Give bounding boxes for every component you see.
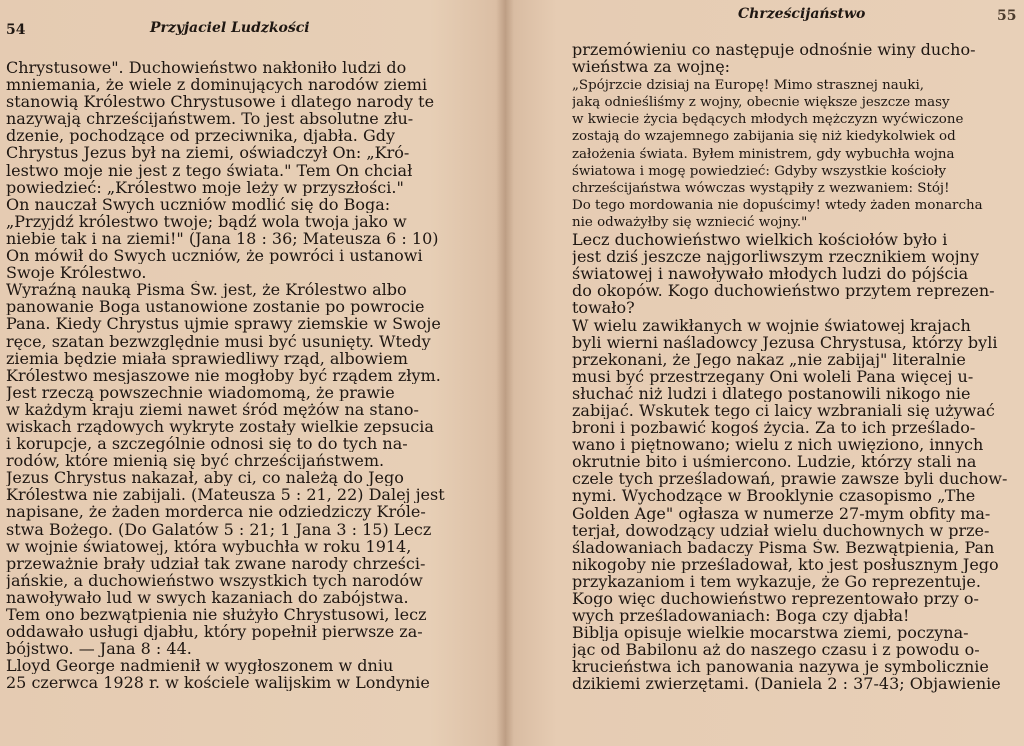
text-line: zabijać. Wskutek tego ci laicy wzbraniali się używać	[572, 401, 995, 420]
text-line: i korupcje, a szczególnie odnosi się to do tych na-	[6, 435, 408, 453]
left-page-text	[6, 59, 449, 691]
main-text	[572, 231, 1019, 693]
text-line: Biblja opisuje wielkie mocarstwa ziemi, poczyna-	[572, 624, 969, 642]
text-line: Swoje Królestwo.	[6, 264, 147, 282]
text-line: stanowią Królestwo Chrystusowe i dlatego narody te	[6, 93, 435, 111]
text-line: czele tych prześladowań, prawie zawsze byli duchow-	[572, 470, 1008, 488]
text-line: mniemania, że wiele z dominujących narodów ziemi	[6, 76, 428, 94]
text-line: powiedzieć: „Królestwo moje leży w przyszłości."	[6, 178, 404, 196]
text-line: towało?	[572, 299, 635, 317]
text-line: światowej i nawoływało młodych ludzi do pójścia	[572, 265, 969, 283]
text-line: jąc od Babilonu aż do naszego czasu i z powodu o-	[572, 641, 980, 659]
text-line: Kogo więc duchowieństwo reprezentowało przy o-	[572, 590, 979, 608]
text-line: do okopów. Kogo duchowieństwo przytem reprezen-	[572, 282, 995, 300]
text-line: „Spójrzcie dzisiaj na Europę! Mimo strasznej nauki,	[572, 78, 925, 94]
text-line: przykazaniom i tem wykazuje, że Go reprezentuje.	[572, 572, 981, 590]
text-line: słuchać niż ludzi i dlatego postanowili nikogo nie	[572, 384, 971, 402]
text-line: Królestwa nie zabijali. (Mateusza 5 : 21, 22) Dalej jest	[6, 486, 445, 504]
text-line: Pana. Kiedy Chrystus ujmie sprawy ziemskie w Swoje	[6, 315, 441, 333]
text-line: wano i piętnowano; wielu z nich uwięziono, innych	[572, 436, 984, 454]
text-line: w kwiecie życia będących młodych mężczyzn wyćwiczone	[572, 112, 964, 128]
text-line: nazywają chrześcijaństwem. To jest absolutne złu-	[6, 110, 414, 128]
text-line: jańskie, a duchowieństwo wszystkich tych narodów	[6, 571, 423, 589]
text-line: okrutnie bito i uśmiercono. Ludzie, którzy stali na	[572, 453, 977, 471]
text-line: bójstwo. — Jana 8 : 44.	[6, 640, 192, 658]
text-line: Golden Age" ogłasza w numerze 27-mym obfity ma-	[572, 504, 991, 522]
text-line: w wojnie światowej, która wybuchła w roku 1914,	[6, 537, 412, 555]
running-title: Przyjaciel Ludzkości	[150, 20, 310, 36]
text-line: rodów, które mienią się być chrześcijaństwem.	[6, 452, 385, 470]
text-line: jest dziś jeszcze najgorliwszym rzecznikiem wojny	[572, 248, 979, 266]
right-page	[505, 0, 1024, 746]
intro-text	[572, 41, 1019, 75]
text-line: wieństwa za wojnę:	[572, 58, 731, 76]
text-line: chrześcijaństwa wówczas wystąpiły z wezwaniem: Stój!	[572, 180, 950, 196]
text-line: On nauczał Swych uczniów modlić się do Boga:	[6, 195, 391, 213]
text-line: dzikiemi zwierzętami. (Daniela 2 : 37-43; Objawienie	[572, 675, 1001, 693]
text-line: Chrystus Jezus był na ziemi, oświadczył On: „Kró-	[6, 144, 410, 162]
text-line: zostają do wzajemnego zabijania się niż kiedykolwiek od	[572, 129, 956, 145]
text-line: przeważnie brały udział tak zwane narody chrześci-	[6, 554, 426, 572]
left-page	[0, 0, 505, 746]
page-number: 55	[997, 8, 1017, 24]
text-line: byli wierni naśladowcy Jezusa Chrystusa, którzy byli	[572, 333, 998, 351]
text-line: W wielu zawikłanych w wojnie światowej krajach	[572, 316, 971, 334]
right-page-text	[572, 41, 1019, 693]
text-line: Lecz duchowieństwo wielkich kościołów było i	[572, 231, 948, 249]
text-line: przemówieniu co następuje odnośnie winy ducho-	[572, 41, 976, 59]
text-line: panowanie Boga ustanowione zostanie po powrocie	[6, 298, 425, 316]
text-line: Do tego mordowania nie dopuścimy! wtedy żaden monarcha	[572, 197, 983, 213]
text-line: wiskach rządowych wykryte zostały wielkie zepsucia	[6, 417, 434, 436]
text-line: ziemia będzie miała sprawiedliwy rząd, albowiem	[6, 349, 408, 367]
text-line: Chrystusowe". Duchowieństwo nakłoniło ludzi do	[6, 59, 407, 77]
text-line: wych prześladowaniach: Boga czy djabła!	[572, 607, 910, 625]
running-title: Chrześcijaństwo	[738, 6, 866, 22]
text-line: dzenie, pochodzące od przeciwnika, djabła. Gdy	[6, 127, 395, 145]
text-line: broni i pozbawić kogoś życia. Za to ich prześlado-	[572, 419, 976, 437]
text-line: lestwo moje nie jest z tego świata." Tem On chciał	[6, 161, 413, 179]
text-line: „Przyjdź królestwo twoje; bądź wola twoja jako w	[6, 212, 407, 230]
text-line: 25 czerwca 1928 r. w kościele walijskim w Londynie	[6, 674, 430, 692]
text-line: niebie tak i na ziemi!" (Jana 18 : 36; Mateusza 6 : 10)	[6, 229, 439, 248]
text-line: nie odważyłby się wzniecić wojny."	[572, 214, 808, 230]
text-line: śladowaniach badaczy Pisma Św. Bezwątpienia, Pan	[572, 538, 995, 556]
text-line: Lloyd George nadmienił w wygłoszonem w dniu	[6, 657, 394, 675]
text-line: Jezus Chrystus nakazał, aby ci, co należą do Jego	[6, 469, 404, 487]
text-line: założenia świata. Byłem ministrem, gdy wybuchła wojna	[572, 146, 955, 162]
text-line: napisane, że żaden morderca nie odziedziczy Króle-	[6, 503, 426, 521]
text-line: terjał, dowodzący udział wielu duchownych w prze-	[572, 521, 990, 539]
text-line: stwa Bożego. (Do Galatów 5 : 21; 1 Jana 3 : 15) Lecz	[6, 520, 432, 538]
quotation-block	[572, 77, 1019, 231]
text-line: On mówił do Swych uczniów, że powróci i ustanowi	[6, 247, 423, 265]
text-line: przekonani, że Jego nakaz „nie zabijaj" literalnie	[572, 350, 966, 368]
text-line: Królestwo mesjaszowe nie mogłoby być rządem złym.	[6, 366, 441, 384]
text-line: krucieństwa ich panowania nazywa je symbolicznie	[572, 658, 989, 676]
text-line: nikogoby nie prześladował, kto jest posłusznym Jego	[572, 555, 999, 573]
page-number: 54	[6, 22, 26, 38]
text-line: Tem ono bezwątpienia nie służyło Chrystusowi, lecz	[6, 606, 427, 624]
text-line: nawoływało lud w swych kazaniach do zabójstwa.	[6, 588, 409, 606]
text-line: ręce, szatan bezwzględnie musi być usunięty. Wtedy	[6, 332, 431, 350]
book-gutter	[496, 0, 514, 746]
text-line: oddawało usługi djabłu, który popełnił pierwsze za-	[6, 623, 423, 641]
text-line: musi być przestrzegany Oni woleli Pana więcej u-	[572, 367, 974, 385]
text-line: jaką odnieśliśmy z wojny, obecnie większe jeszcze masy	[572, 95, 950, 111]
text-line: w każdym kraju ziemi nawet śród mężów na stano-	[6, 400, 419, 418]
text-line: Wyraźną nauką Pisma Św. jest, że Królestwo albo	[6, 281, 407, 299]
text-line: światowa i mogę powiedzieć: Gdyby wszystkie kościoły	[572, 163, 947, 179]
text-line: Jest rzeczą powszechnie wiadomomą, że prawie	[6, 383, 395, 401]
text-line: nymi. Wychodzące w Brooklynie czasopismo „The	[572, 487, 976, 505]
